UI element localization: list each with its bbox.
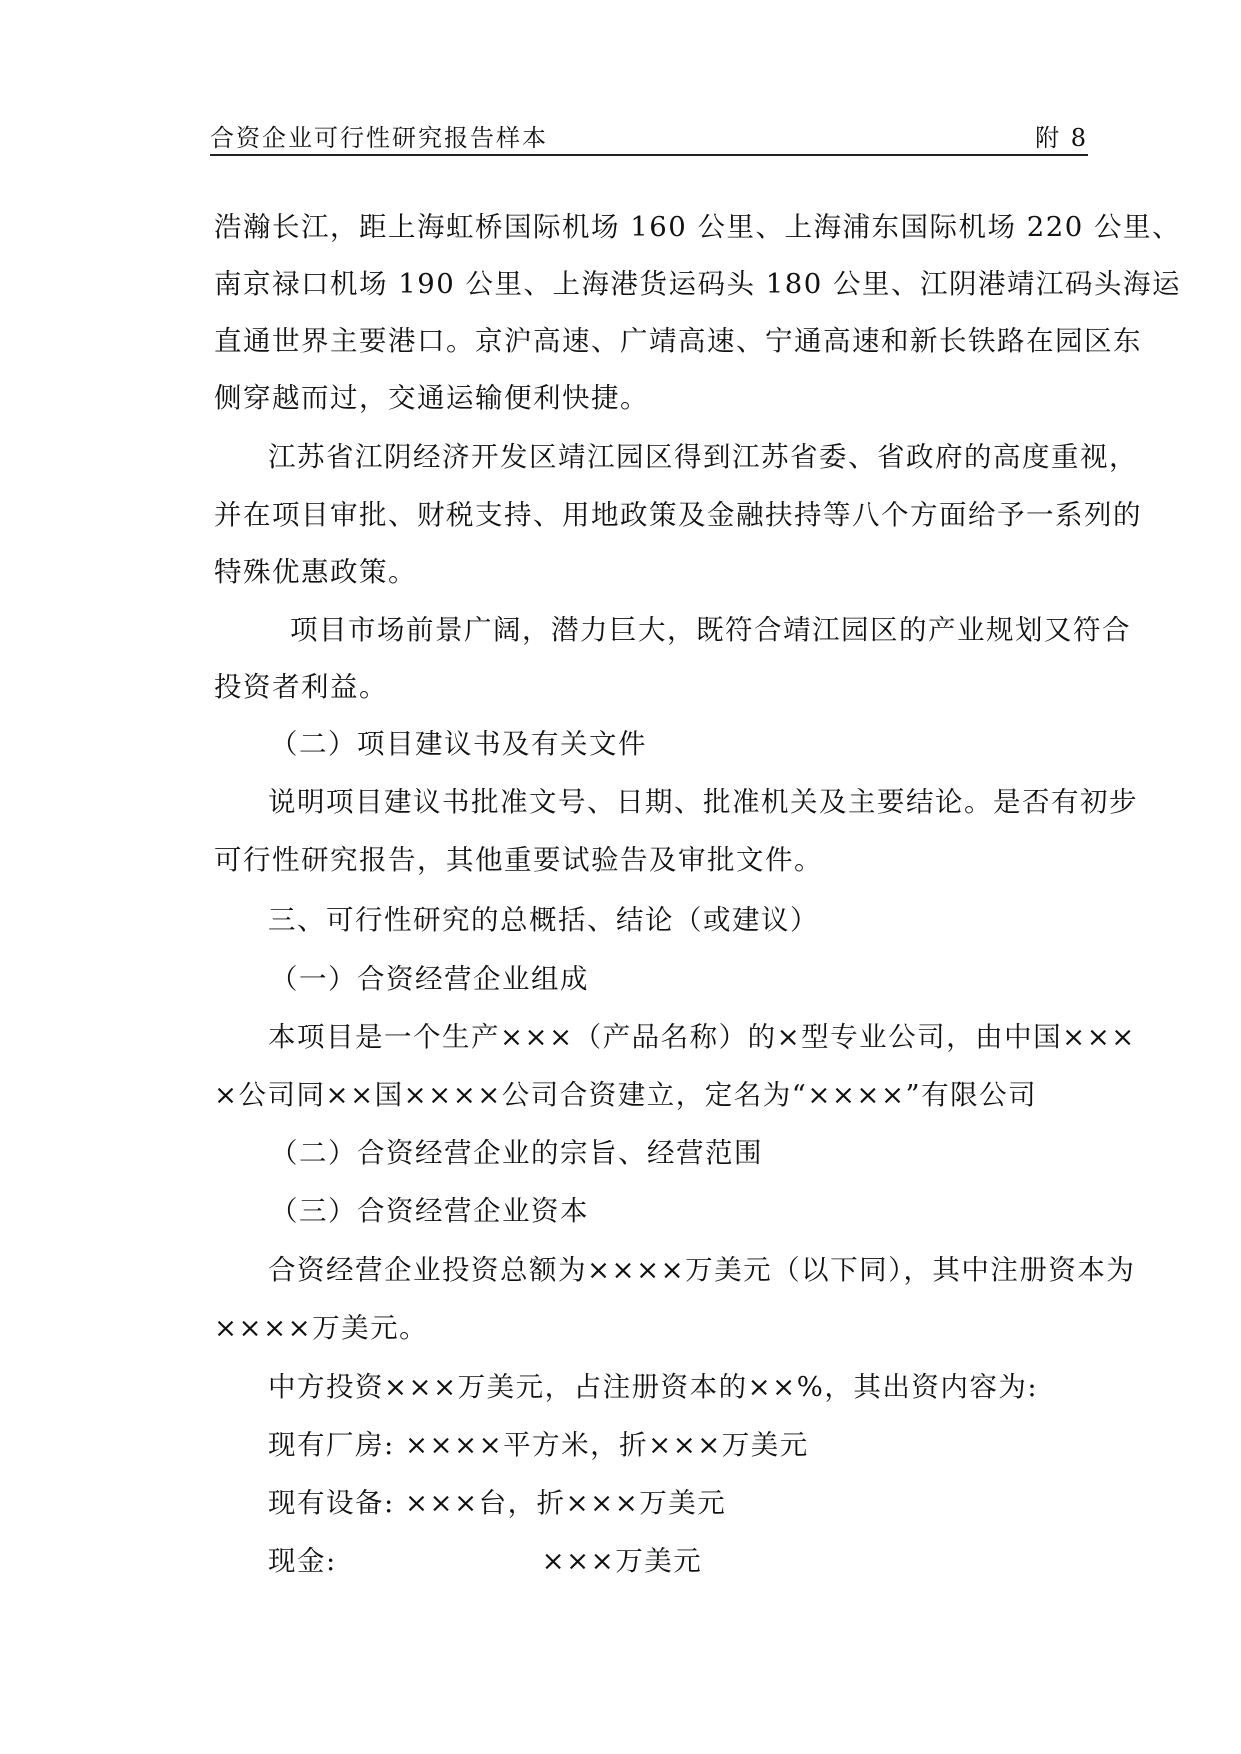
paragraph-line: 合资经营企业投资总额为××××万美元（以下同），其中注册资本为 <box>268 1254 1136 1286</box>
paragraph-line: 浩瀚长江，距上海虹桥国际机场 160 公里、上海浦东国际机场 220 公里、 <box>214 211 1181 243</box>
page-header <box>210 110 1088 156</box>
paragraph-line: 现有厂房: ××××平方米，折×××万美元 <box>268 1429 809 1461</box>
paragraph-line: 中方投资×××万美元，占注册资本的××%，其出资内容为: <box>268 1371 1039 1403</box>
section-subheading: （三）合资经营企业资本 <box>270 1195 589 1227</box>
paragraph-line: 江苏省江阴经济开发区靖江园区得到江苏省委、省政府的高度重视， <box>268 441 1138 473</box>
section-subheading: （二）合资经营企业的宗旨、经营范围 <box>270 1137 763 1169</box>
header-title: 合资企业可行性研究报告样本 <box>210 124 548 152</box>
paragraph-line: 本项目是一个生产×××（产品名称）的×型专业公司，由中国××× <box>268 1021 1136 1053</box>
paragraph-line: 说明项目建议书批准文号、日期、批准机关及主要结论。是否有初步 <box>268 786 1138 818</box>
paragraph-line: 可行性研究报告，其他重要试验告及审批文件。 <box>214 844 823 876</box>
section-heading: 三、可行性研究的总概括、结论（或建议） <box>268 904 819 936</box>
paragraph-line: 并在项目审批、财税支持、用地政策及金融扶持等八个方面给予一系列的 <box>214 499 1142 531</box>
paragraph-line: ×公司同××国××××公司合资建立，定名为“××××”有限公司 <box>214 1079 1038 1111</box>
paragraph-line: 现有设备: ×××台，折×××万美元 <box>268 1487 727 1519</box>
section-subheading: （一）合资经营企业组成 <box>270 963 589 995</box>
paragraph-line: 直通世界主要港口。京沪高速、广靖高速、宁通高速和新长铁路在园区东 <box>214 325 1142 357</box>
header-page-number: 附 8 <box>1035 124 1088 152</box>
paragraph-line: 南京禄口机场 190 公里、上海港货运码头 180 公里、江阴港靖江码头海运 <box>214 268 1181 300</box>
section-subheading: （二）项目建议书及有关文件 <box>270 728 647 760</box>
paragraph-line: 特殊优惠政策。 <box>214 556 417 588</box>
paragraph-line: 侧穿越而过，交通运输便利快捷。 <box>214 382 649 414</box>
paragraph-line: 项目市场前景广阔，潜力巨大，既符合靖江园区的产业规划又符合 <box>290 614 1131 646</box>
paragraph-line: 投资者利益。 <box>214 671 388 703</box>
paragraph-line: 现金: ×××万美元 <box>268 1545 703 1577</box>
paragraph-line: ××××万美元。 <box>214 1312 429 1344</box>
